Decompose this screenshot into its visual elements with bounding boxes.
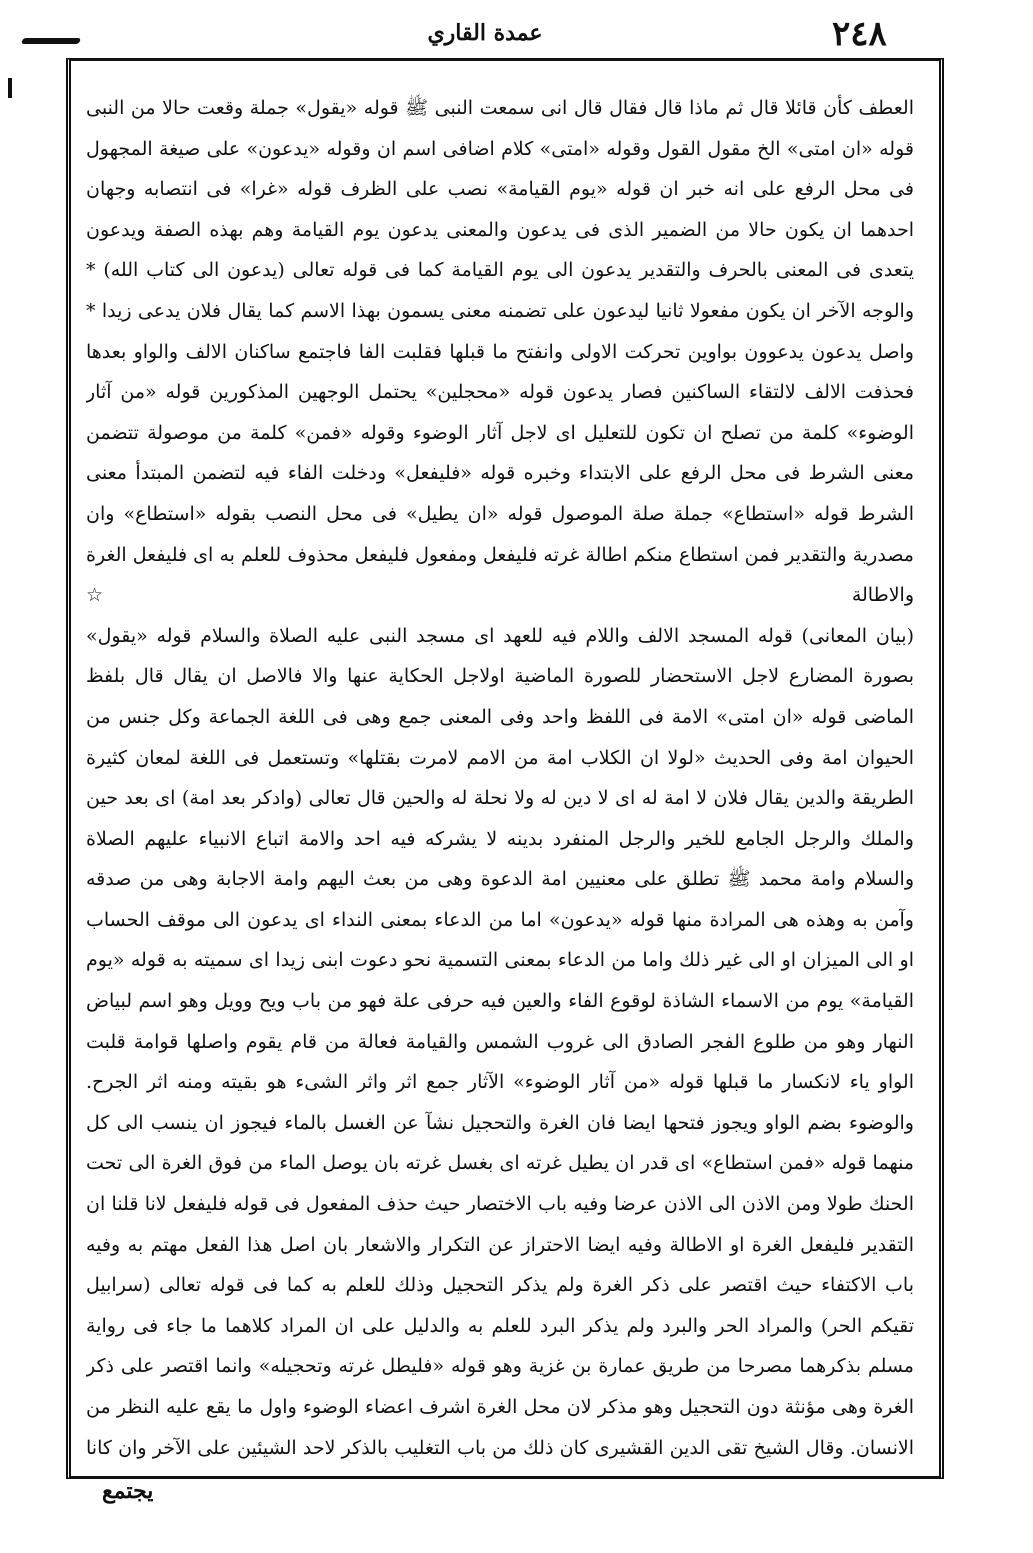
- decorative-dash: [21, 38, 81, 44]
- page-number: ٢٤٨: [832, 14, 887, 54]
- margin-mark: [8, 78, 12, 98]
- paragraph-1: العطف كأن قائلا قال ثم ماذا قال فقال قال انى سمعت النبى ﷺ قوله «يقول» جملة وقعت حالا من النبى قوله «ان امتى» الخ مقول القول وقوله «امتى» كلام اضافى اسم ان وقوله «يدعون» على صيغة المجهول فى محل الرفع على انه خبر ان قوله «يوم القيامة» نصب على الظرف قوله «غرا» فى انتصابه وجهان احدهما ان يكون حالا من الضمير الذى فى يدعون والمعنى يدعون يوم القيامة وهم بهذه الصفة ويدعون يتعدى فى المعنى بالحرف والتقدير يدعون الى يوم القيامة كما فى قوله تعالى (يدعون الى كتاب الله) * والوجه الآخر ان يكون مفعولا ثانيا ليدعون على تضمنه معنى يسمون بهذا الاسم كما يقال فلان يدعى زيدا * واصل يدعون يدعوون بواوين تحركت الاولى وانفتح ما قبلها فقلبت الفا فاجتمع ساكنان الالف والواو بعدها فحذفت الالف لالتقاء الساكنين فصار يدعون قوله «محجلين» يحتمل الوجهين المذكورين قوله «من آثار الوضوء» كلمة من تصلح ان تكون للتعليل اى لاجل آثار الوضوء وقوله «فمن» كلمة من موصولة تتضمن معنى الشرط فى محل الرفع على الابتداء وخبره قوله «فليفعل» ودخلت الفاء فيه لتضمن المبتدأ معنى الشرط قوله «استطاع» جملة صلة الموصول قوله «ان يطيل» فى محل النصب بقوله «استطاع» وان مصدرية والتقدير فمن استطاع منكم اطالة غرته فليفعل ومفعول فليفعل محذوف للعلم به اى فليفعل الغرة والاطالة ☆: [86, 97, 914, 607]
- paragraph-2-bayan-al-maani: (بيان المعانى) قوله المسجد الالف واللام فيه للعهد اى مسجد النبى عليه الصلاة والسلام قوله «يقول» بصورة المضارع لاجل الاستحضار للصورة الماضية اولاجل الحكاية عنها والا فالاصل ان يقال قال بلفظ الماضى قوله «ان امتى» الامة فى اللفظ واحد وفى المعنى جمع وهى فى اللغة الجماعة وكل جنس من الحيوان امة وفى الحديث «لولا ان الكلاب امة من الامم لامرت بقتلها» وتستعمل فى اللغة لمعان كثيرة الطريقة والدين يقال فلان لا امة له اى لا دين له ولا نحلة له والحين قال تعالى (وادكر بعد امة) اى بعد حين والملك والرجل الجامع للخير والرجل المنفرد بدينه لا يشركه فيه احد والامة اتباع الانبياء عليهم الصلاة والسلام وامة محمد ﷺ تطلق على معنيين امة الدعوة وهى من بعث اليهم وامة الاجابة وهى من صدقه وآمن به وهذه هى المرادة منها قوله «يدعون» اما من الدعاء بمعنى النداء اى يدعون الى موقف الحساب او الى الميزان او الى غير ذلك واما من الدعاء بمعنى التسمية نحو دعوت ابنى زيدا اى سميته به قوله «يوم القيامة» يوم من الاسماء الشاذة لوقوع الفاء والعين فيه حرفى علة فهو من باب ويح وويل وهو اسم لبياض النهار وهو من طلوع الفجر الصادق الى غروب الشمس والقيامة فعالة من قام يقوم واصلها قوامة قلبت الواو ياء لانكسار ما قبلها قوله «من آثار الوضوء» الآثار جمع اثر واثر الشىء هو بقيته ومنه اثر الجرح. والوضوء بضم الواو ويجوز فتحها ايضا فان الغرة والتحجيل نشآ عن الغسل بالماء فيجوز ان ينسب الى كل منهما قوله «فمن استطاع» اى قدر ان يطيل غرته اى بغسل غرته بان يوصل الماء من فوق الغرة الى تحت الحنك طولا ومن الاذن الى الاذن عرضا وفيه باب الاختصار حيث حذف المفعول فى قوله فليفعل لانا قلنا ان التقدير فليفعل الغرة او الاطالة وفيه ايضا الاحتراز عن التكرار والاشعار بان اصل هذا الفعل مهتم به وفيه باب الاكتفاء حيث اقتصر على ذكر الغرة ولم يذكر التحجيل وذلك للعلم به كما فى قوله تعالى (سرابيل تقيكم الحر) والمراد الحر والبرد ولم يذكر البرد للعلم به والدليل على ان المراد كلاهما ما جاء فى رواية مسلم بذكرهما مصرحا من طريق عمارة بن غزية وهو قوله «فليطل غرته وتحجيله» وانما اقتصر على ذكر الغرة وهى مؤنثة دون التحجيل وهو مذكر لان محل الغرة اشرف اعضاء الوضوء واول ما يقع عليه النظر من الانسان. وقال الشيخ تقى الدين القشيرى كان ذلك من باب التغليب بالذكر لاحد الشيئين على الآخر وان كانا: [86, 624, 914, 1459]
- catchword: يجتمع: [102, 1478, 154, 1504]
- running-header-title: عمدة القاري: [427, 20, 543, 46]
- commentary-text-block: [86, 88, 914, 1463]
